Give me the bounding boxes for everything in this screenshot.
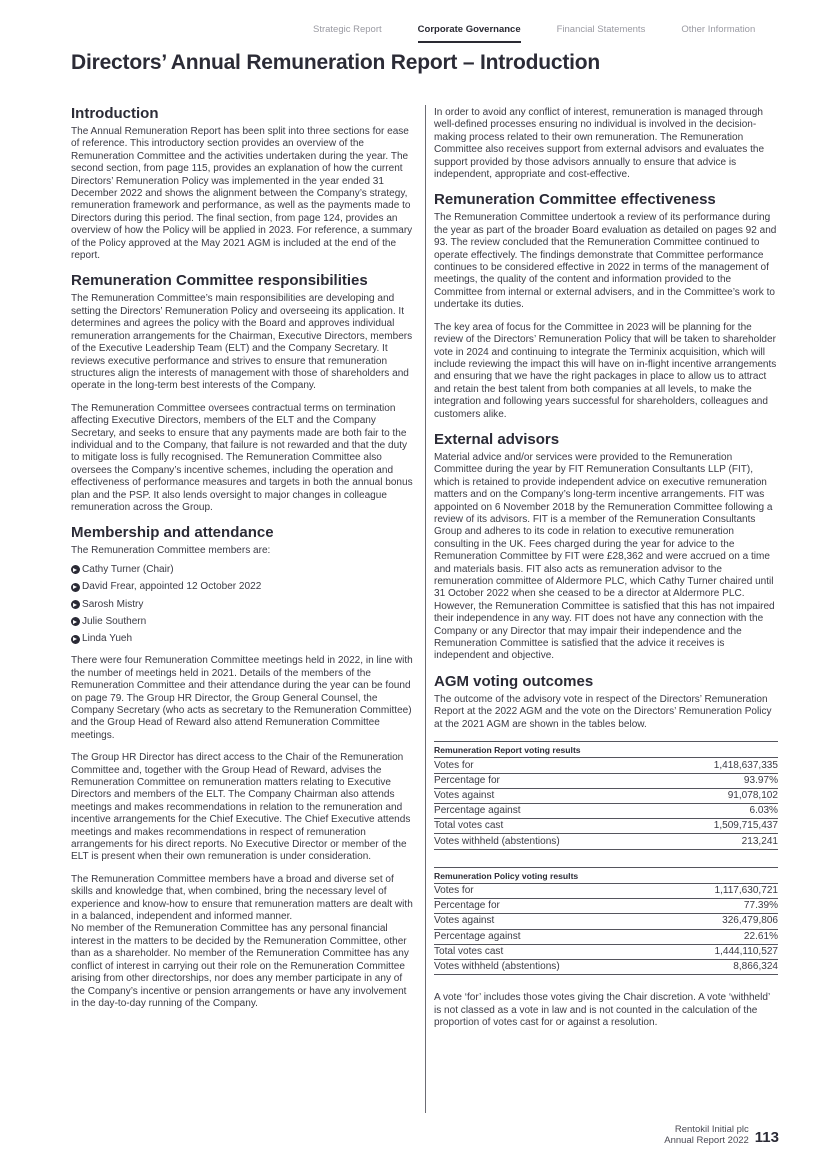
members-list (71, 564, 415, 646)
row-value: 91,078,102 (662, 788, 778, 803)
row-label: Votes for (434, 758, 662, 773)
row-value: 1,509,715,437 (662, 819, 778, 834)
member-name: Linda Yueh (82, 633, 133, 645)
footer-text (664, 1124, 749, 1146)
member-name: Cathy Turner (Chair) (82, 563, 174, 575)
member-name: Julie Southern (82, 615, 147, 627)
arrow-circle-icon (71, 583, 80, 592)
effectiveness-paragraph-2: The key area of focus for the Committee in 2023 will be planning for the review of the Directors’ Remuneration Policy that will be taken to shareholder vote in 2024 and continuing to integrate the Terminix acquisition, which will include reviewing the impact this will have on in-flight incentive arrangements and ensuring that we have the right packages in place to allow us to attract and retain the best talent from both companies at all levels, to make the integration and following years successful for shareholders, colleagues and customers alike. (434, 321, 777, 420)
row-value: 1,117,630,721 (663, 884, 779, 899)
membership-paragraph-4: No member of the Remuneration Committee has any personal financial interest in the matters to be decided by the Remuneration Committee, other than as a shareholder. No member of the Remuneration Committee has any conflict of interest in carrying out their role on the Remuneration Committee arising from other directorships, nor does any member participate in any of the Company’s incentive or pension arrangements or have any involvement in the day-to-day running of the Company. (71, 923, 409, 1009)
arrow-circle-icon (71, 565, 80, 574)
arrow-circle-icon (71, 635, 80, 644)
row-value: 213,241 (662, 834, 778, 849)
arrow-circle-icon (71, 600, 80, 609)
row-value: 1,418,637,335 (662, 758, 778, 773)
introduction-paragraph: The Annual Remuneration Report has been split into three sections for ease of reference. This introductory section provides an overview of the Remuneration Committee and the activities undertaken during the year. The second section, from page 115, provides an explanation of how the current Directors’ Remuneration Policy was implemented in the year ended 31 December 2022 and shows the alignment between the Company’s strategy, remuneration framework and performance, as well as the payments made to Directors during this period. The final section, from page 124, provides an overview of how the Policy will be applied in 2023. For reference, a summary of the Policy approved at the May 2021 AGM is included at the end of the report. (71, 126, 413, 262)
list-item (71, 599, 415, 611)
list-item (71, 581, 415, 593)
row-label: Votes against (434, 788, 662, 803)
list-item (71, 564, 415, 576)
vote-note: A vote ‘for’ includes those votes giving the Chair discretion. A vote ‘withheld’ is not classed as a vote in law and is not counted in the calculation of the proportion of votes cast for or against a resolution. (434, 992, 770, 1028)
row-label: Percentage for (434, 773, 662, 788)
introduction-heading: Introduction (71, 105, 159, 122)
list-item (71, 616, 415, 628)
table-row (434, 944, 778, 959)
responsibilities-paragraph-2: The Remuneration Committee oversees contractual terms on termination affecting Executive Directors, members of the ELT and the Company Secretary, and seeks to ensure that any payments made are both fair to the individual and to the Company, that failure is not rewarded and that the duty to mitigate loss is fully recognised. The Remuneration Committee also oversees the Company’s incentive schemes, including the operation and effectiveness of performance measures and targets in both the annual bonus plan and the PSP. It also lends oversight to major changes in colleague remuneration across the Group. (71, 402, 413, 513)
table-row (434, 788, 778, 803)
nav-other-information[interactable]: Other Information (681, 24, 756, 35)
membership-paragraph-3: The Remuneration Committee members have a broad and diverse set of skills and knowledge that, when combined, bring the necessary level of experience and know-how to ensure that remuneration matters are dealt with in a balanced, independent and informed manner. (71, 873, 413, 923)
row-label: Percentage against (434, 804, 662, 819)
arrow-circle-icon (71, 617, 80, 626)
row-label: Percentage against (434, 929, 663, 944)
member-name: Sarosh Mistry (82, 598, 144, 610)
row-value: 93.97% (662, 773, 778, 788)
row-value: 8,866,324 (663, 959, 779, 974)
row-value: 1,444,110,527 (663, 944, 779, 959)
row-value: 22.61% (663, 929, 779, 944)
row-label: Votes for (434, 884, 663, 899)
external-advisors-heading: External advisors (434, 430, 560, 448)
row-label: Total votes cast (434, 819, 662, 834)
table-row (434, 899, 778, 914)
row-label: Votes against (434, 914, 663, 929)
policy-voting-table (434, 867, 778, 976)
table-row (434, 884, 778, 899)
membership-intro: The Remuneration Committee members are: (71, 545, 271, 557)
table-spacer (434, 850, 779, 863)
footer-report: Annual Report 2022 (664, 1135, 749, 1146)
table-row (434, 758, 778, 773)
table-row (434, 773, 778, 788)
membership-heading: Membership and attendance (71, 524, 274, 542)
table-header-row (434, 742, 778, 758)
membership-paragraph-1: There were four Remuneration Committee meetings held in 2022, in line with the number of meetings held in 2021. Details of the members of the Remuneration Committee and their attendance during the year can be found on page 79. The Group HR Director, the Group General Counsel, the Company Secretary (who acts as secretary to the Remuneration Committee) and the Group Head of Reward also attend Remuneration Committee meetings. (71, 655, 413, 741)
page-number: 113 (754, 1129, 779, 1146)
report-voting-table (434, 741, 778, 850)
footer-company: Rentokil Initial plc (674, 1124, 749, 1135)
row-label: Votes withheld (abstentions) (434, 834, 662, 849)
table-row (434, 959, 778, 974)
row-label: Percentage for (434, 899, 663, 914)
column-divider (425, 105, 426, 1113)
section-nav (313, 24, 791, 43)
responsibilities-heading: Remuneration Committee responsibilities (71, 272, 368, 290)
effectiveness-heading: Remuneration Committee effectiveness (434, 191, 716, 209)
report-table-title: Remuneration Report voting results (434, 742, 778, 758)
table-row (434, 834, 778, 849)
row-value: 6.03% (662, 804, 778, 819)
right-column (434, 107, 779, 1039)
table-row (434, 929, 778, 944)
agm-heading: AGM voting outcomes (434, 672, 594, 690)
page-title: Directors’ Annual Remuneration Report – Introduction (71, 51, 601, 74)
member-name: David Frear, appointed 12 October 2022 (82, 581, 262, 593)
row-value: 326,479,806 (663, 914, 779, 929)
external-advisors-paragraph: Material advice and/or services were provided to the Remuneration Committee during the year by FIT Remuneration Consultants LLP (FIT), which is retained to provide independent advice on executive remuneration matters and on the Company’s long-term incentive arrangements. FIT was appointed on 6 November 2018 by the Remuneration Committee following a review of its advisors. FIT is a member of the Remuneration Consultants Group and adheres to its code in relation to executive remuneration consulting in the UK. Fees charged during the year for advice to the Remuneration Committee by FIT were £28,362 and were accrued on a time and materials basis. FIT also acts as remuneration advisor to the remuneration committee of Aldermore PLC, which Cathy Turner chaired until 31 October 2022 when she ceased to be a director at Aldermore PLC. However, the Remuneration Committee is satisfied that this has not impaired their independence in any way. FIT does not have any connection with the Company or any Director that may impair their independence and the Remuneration Committee is satisfied that the advice it receives is independent and objective. (434, 451, 775, 662)
policy-table-title: Remuneration Policy voting results (434, 867, 778, 883)
agm-paragraph: The outcome of the advisory vote in respect of the Directors’ Remuneration Report at the 2022 AGM and the vote on the Directors’ Remuneration Policy at the 2021 AGM are shown in the tables below. (434, 693, 772, 730)
left-column (71, 105, 415, 1020)
list-item (71, 633, 415, 645)
membership-paragraph-2: The Group HR Director has direct access to the Chair of the Remuneration Committee and, together with the Group Head of Reward, advises the Remuneration Committee on remuneration matters relating to Executive Directors and members of the ELT. The Company Chairman also attends meetings and makes recommendations in relation to the remuneration and incentive arrangements for the Chief Executive. The Chief Executive attends meetings and makes recommendations in respect of remuneration arrangements for his direct reports. No Executive Director or member of the ELT is present when their own remuneration is under consideration. (71, 752, 411, 863)
nav-corporate-governance[interactable]: Corporate Governance (418, 24, 521, 43)
row-value: 77.39% (663, 899, 779, 914)
row-label: Total votes cast (434, 944, 663, 959)
table-row (434, 804, 778, 819)
effectiveness-paragraph-1: The Remuneration Committee undertook a review of its performance during the year as part of the broader Board evaluation as detailed on pages 92 and 93. The review concluded that the Remuneration Committee continued to operate effectively. The findings demonstrate that Committee performance continues to be considered effective in 2022 in terms of the management of meetings, the quality of the content and information provided to the Committee from internal or external advisers, and in the Committee’s work to undertake its duties. (434, 212, 777, 311)
page-footer (664, 1124, 779, 1146)
table-header-row (434, 867, 778, 883)
table-row (434, 819, 778, 834)
nav-financial-statements[interactable]: Financial Statements (556, 24, 646, 35)
row-label: Votes withheld (abstentions) (434, 959, 663, 974)
responsibilities-paragraph-1: The Remuneration Committee’s main responsibilities are developing and setting the Directors’ Remuneration Policy and overseeing its application. It determines and agrees the policy with the Board and approves individual remuneration arrangements for the Chairman, Executive Directors, members of the Executive Leadership Team (ELT) and the Company Secretary. It reviews executive performance and strives to ensure that remuneration structures align the interests of management with those of shareholders and operate in the long-term best interests of the Company. (71, 293, 413, 392)
conflict-paragraph: In order to avoid any conflict of interest, remuneration is managed through well-defined processes ensuring no individual is involved in the decision-making process related to their own remuneration. The Remuneration Committee also receives support from external advisors and evaluates the support provided by those advisors annually to ensure that advice is independent, appropriate and cost-effective. (434, 107, 765, 181)
table-row (434, 914, 778, 929)
nav-strategic-report[interactable]: Strategic Report (313, 24, 382, 35)
